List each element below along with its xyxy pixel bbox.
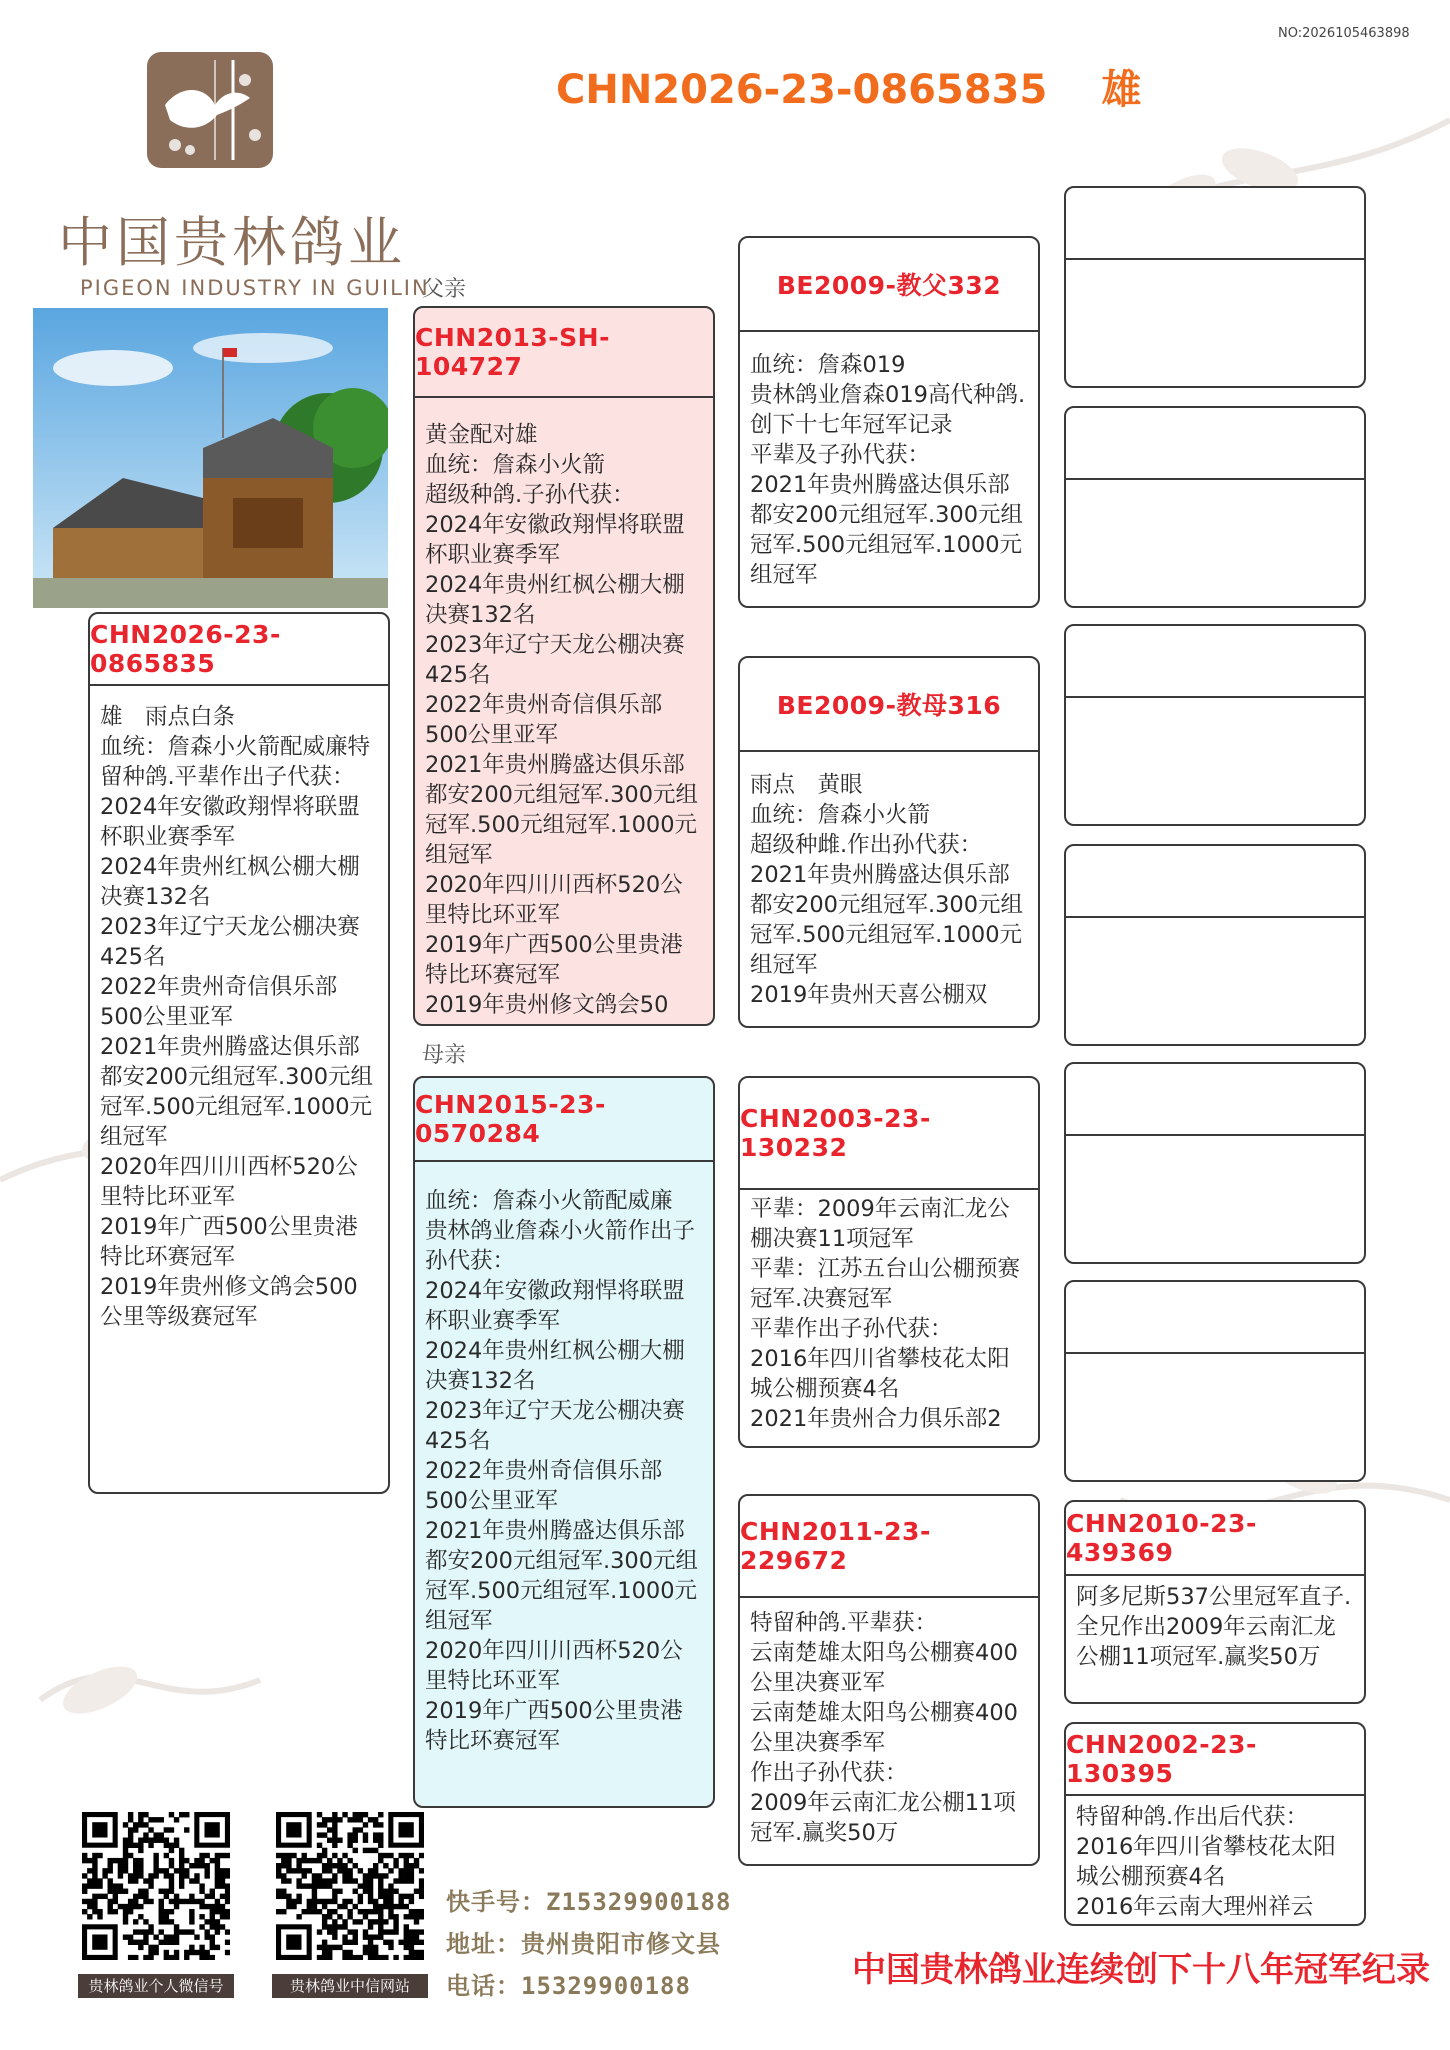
website-qr-code[interactable] — [276, 1812, 424, 1960]
maternal-grandmother-card — [738, 1494, 1040, 1866]
paternal-grandfather-details: 血统：詹森019 贵林鸽业詹森019高代种鸽.创下十七年冠军记录 平辈及子孙代获： 2021年贵州腾盛达俱乐部都安200元组冠军.300元组冠军.500元组冠军.1000元组冠军 — [750, 352, 1026, 588]
brand-name-cn: 中国贵林鸽业 — [58, 211, 406, 274]
father-details: 黄金配对雄 血统：詹森小火箭 超级种鸽.子孙代获： 2024年安徽政翔悍将联盟杯职业赛季军 2024年贵州红枫公棚大棚决赛132名 2023年辽宁天龙公棚决赛425名 2022年贵州奇信俱乐部500公里亚军 2021年贵州腾盛达俱乐部都安200元组冠军.300元组冠军.500元组冠军.1000元组冠军 2020年四川川西杯520公里特比环亚军 2019年广西500公里贵港特比环赛冠军 2019年贵州修文鸽会50 — [425, 422, 699, 1018]
empty-great-grandparent-card — [1064, 844, 1366, 1046]
wechat-qr-code[interactable] — [82, 1812, 230, 1960]
empty-great-grandparent-card — [1064, 186, 1366, 388]
phone: 电话：15329900188 — [446, 1972, 691, 2000]
father-label: 父亲 — [422, 277, 467, 302]
maternal-grandmother-ring: CHN2011-23-229672 — [740, 1496, 1038, 1598]
great-grandparent-details: 阿多尼斯537公里冠军直子.全兄作出2009年云南汇龙公棚11项冠军.赢奖50万 — [1076, 1584, 1352, 1670]
page-title — [556, 58, 1141, 115]
empty-great-grandparent-card — [1064, 1280, 1366, 1482]
maternal-grandfather-ring: CHN2003-23-130232 — [740, 1078, 1038, 1190]
address: 地址：贵州贵阳市修文县 — [446, 1930, 721, 1958]
pigeon-logo-icon — [145, 50, 275, 170]
great-grandparent-ring: CHN2002-23-130395 — [1066, 1724, 1364, 1796]
paternal-grandfather-ring: BE2009-教父332 — [740, 238, 1038, 332]
mother-label: 母亲 — [422, 1043, 467, 1068]
father-ring: CHN2013-SH-104727 — [415, 308, 713, 398]
loft-photo — [33, 308, 388, 608]
father-card — [413, 306, 715, 1026]
mother-card — [413, 1076, 715, 1808]
kuaishou-id: 快手号：Z15329900188 — [446, 1888, 732, 1916]
paternal-grandmother-card — [738, 656, 1040, 1028]
great-grandparent-card — [1064, 1722, 1366, 1926]
paternal-grandfather-card — [738, 236, 1040, 608]
subject-card — [88, 612, 390, 1494]
paternal-grandmother-ring: BE2009-教母316 — [740, 658, 1038, 752]
great-grandparent-card — [1064, 1500, 1366, 1704]
paternal-grandmother-details: 雨点 黄眼 血统：詹森小火箭 超级种雌.作出孙代获： 2021年贵州腾盛达俱乐部都安200元组冠军.300元组冠军.500元组冠军.1000元组冠军 2019年贵州天喜公棚双 — [750, 772, 1024, 1008]
empty-great-grandparent-card — [1064, 406, 1366, 608]
great-grandparent-details: 特留种鸽.作出后代获： 2016年四川省攀枝花太阳城公棚预赛4名 2016年云南大理州祥云 — [1076, 1804, 1336, 1920]
title-ring: CHN2026-23-0865835 — [556, 67, 1048, 113]
maternal-grandfather-card — [738, 1076, 1040, 1448]
brand-name-en: PIGEON INDUSTRY IN GUILIN — [80, 276, 430, 300]
great-grandparent-ring: CHN2010-23-439369 — [1066, 1502, 1364, 1576]
maternal-grandmother-details: 特留种鸽.平辈获： 云南楚雄太阳鸟公棚赛400公里决赛亚军 云南楚雄太阳鸟公棚赛400公里决赛季军 作出子孙代获： 2009年云南汇龙公棚11项冠军.赢奖50万 — [750, 1610, 1018, 1846]
subject-ring: CHN2026-23-0865835 — [90, 614, 388, 686]
mother-details: 血统：詹森小火箭配威廉 贵林鸽业詹森小火箭作出子孙代获： 2024年安徽政翔悍将联盟杯职业赛季军 2024年贵州红枫公棚大棚决赛132名 2023年辽宁天龙公棚决赛425名 2022年贵州奇信俱乐部500公里亚军 2021年贵州腾盛达俱乐部都安200元组冠军.300元组冠军.500元组冠军.1000元组冠军 2020年四川川西杯520公里特比环亚军 2019年广西500公里贵港特比环赛冠军 — [425, 1188, 699, 1754]
doc-number: NO:2026105463898 — [1278, 26, 1410, 41]
footer-slogan: 中国贵林鸽业连续创下十八年冠军纪录 — [852, 1950, 1430, 1990]
mother-ring: CHN2015-23-0570284 — [415, 1078, 713, 1162]
empty-great-grandparent-card — [1064, 624, 1366, 826]
wechat-qr-caption: 贵林鸽业个人微信号 — [78, 1974, 234, 1998]
website-qr-caption: 贵林鸽业中信网站 — [272, 1974, 428, 1998]
maternal-grandfather-details: 平辈：2009年云南汇龙公棚决赛11项冠军 平辈：江苏五台山公棚预赛冠军.决赛冠军 平辈作出子孙代获： 2016年四川省攀枝花太阳城公棚预赛4名 2021年贵州合力俱乐部2 — [750, 1196, 1021, 1432]
title-sex: 雄 — [1101, 67, 1142, 113]
logo — [145, 50, 275, 170]
subject-details: 雄 雨点白条 血统：詹森小火箭配威廉特留种鸽.平辈作出子代获： 2024年安徽政翔悍将联盟杯职业赛季军 2024年贵州红枫公棚大棚决赛132名 2023年辽宁天龙公棚决赛425名 2022年贵州奇信俱乐部500公里亚军 2021年贵州腾盛达俱乐部都安200元组冠军.300元组冠军.500元组冠军.1000元组冠军 2020年四川川西杯520公里特比环亚军 2019年广西500公里贵港特比环赛冠军 2019年贵州修文鸽会500公里等级赛冠军 — [100, 704, 374, 1330]
empty-great-grandparent-card — [1064, 1062, 1366, 1264]
